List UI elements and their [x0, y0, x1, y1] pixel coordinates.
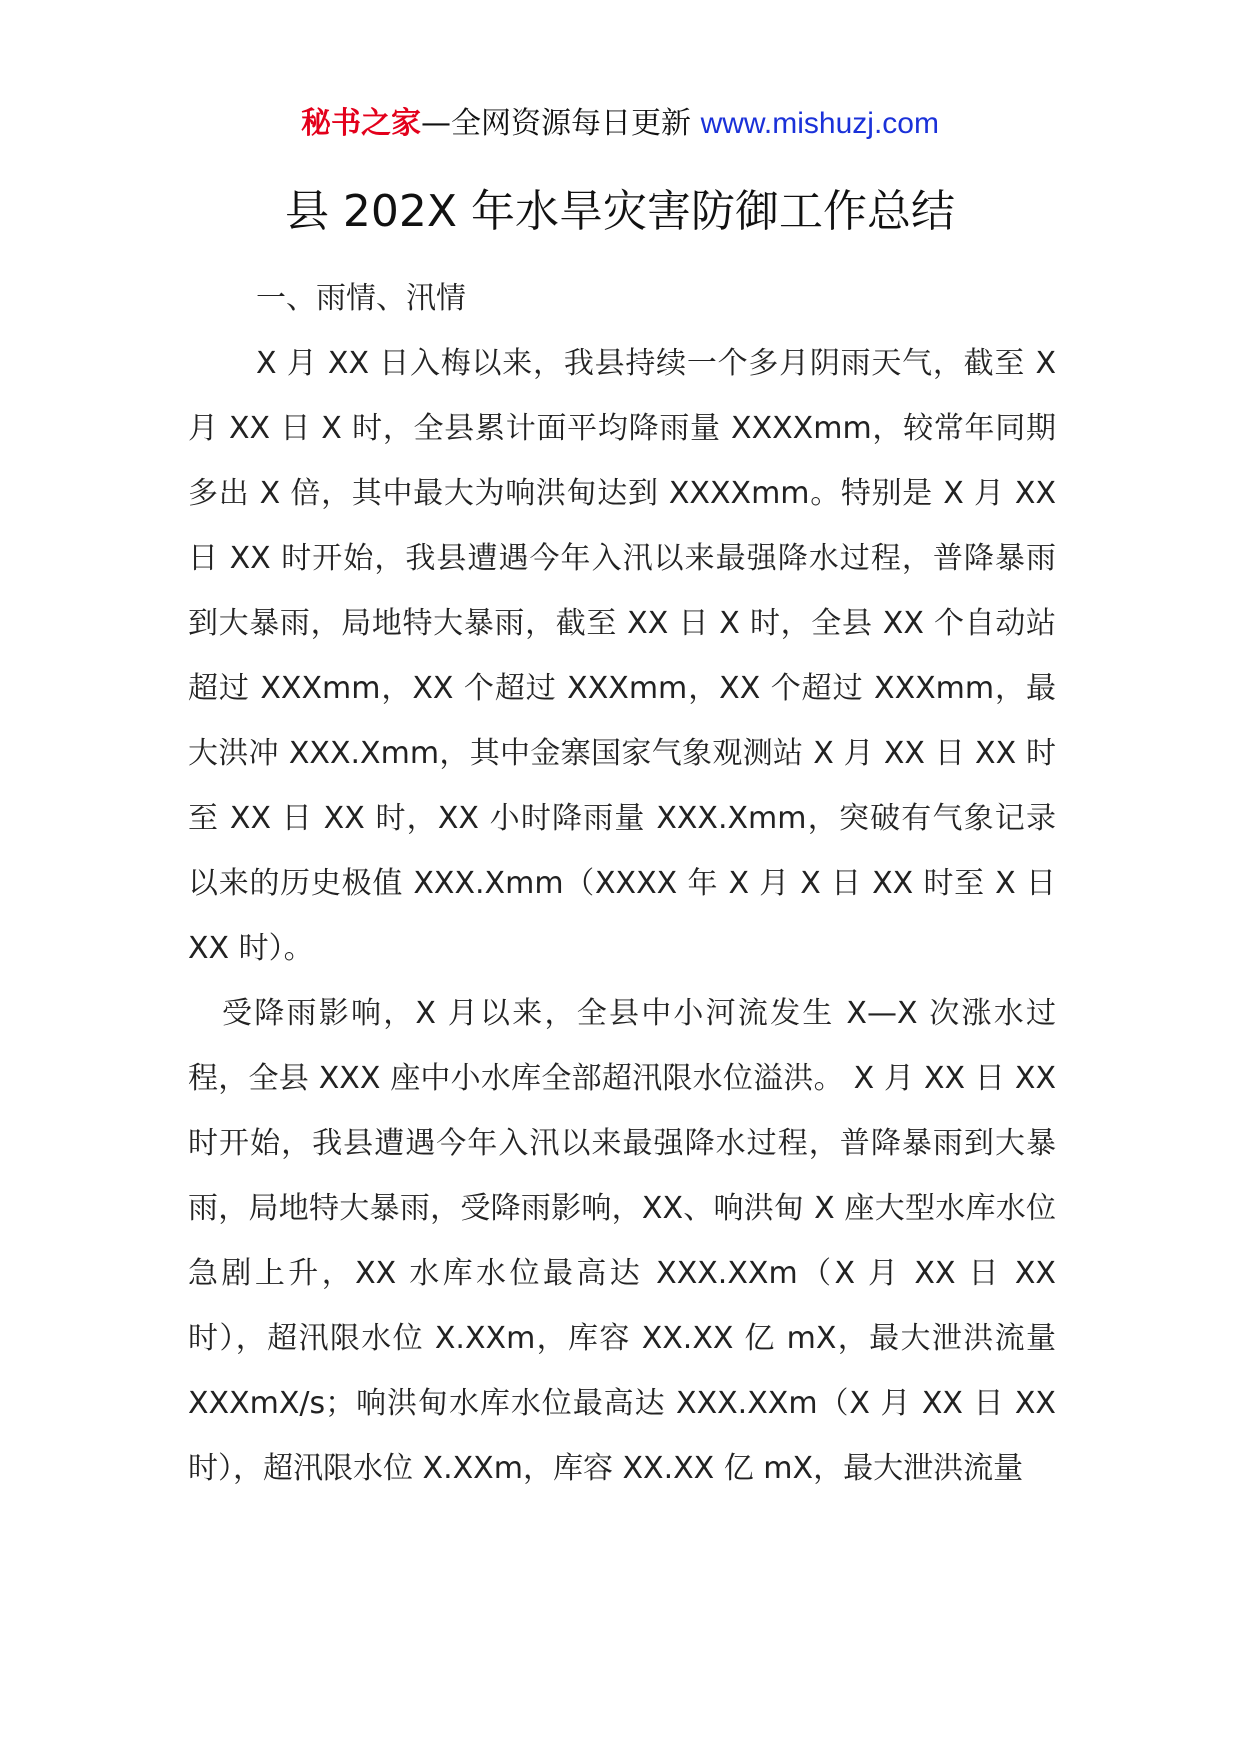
site-url-link[interactable]: www.mishuzj.com: [700, 107, 939, 140]
paragraph-rainfall: X 月 XX 日入梅以来，我县持续一个多月阴雨天气，截至 X 月 XX 日 X 时，全县累计面平均降雨量 XXXXmm，较常年同期多出 X 倍，其中最大为响洪甸达到 XXXXmm。特别是 X 月 XX 日 XX 时开始，我县遭遇今年入汛以来最强降水过程，普降暴雨到大暴雨，局地特大暴雨，截至 XX 日 X 时，全县 XX 个自动站超过 XXXmm，XX 个超过 XXXmm，XX 个超过 XXXmm，最大洪冲 XXX.Xmm，其中金寨国家气象观测站 X 月 XX 日 XX 时至 XX 日 XX 时，XX 小时降雨量 XXX.Xmm，突破有气象记录以来的历史极值 XXX.Xmm（XXXX 年 X 月 X 日 XX 时至 X 日 XX 时）。: [188, 346, 1056, 966]
site-tagline: —全网资源每日更新: [421, 106, 692, 141]
site-brand: 秘书之家: [301, 106, 422, 141]
document-body: [188, 266, 1056, 1501]
document-title: 县 202X 年水旱灾害防御工作总结: [284, 186, 956, 237]
section-heading: 一、雨情、汛情: [256, 281, 466, 316]
site-header: [0, 100, 1240, 148]
paragraph-flood: 受降雨影响，X 月以来，全县中小河流发生 X—X 次涨水过程，全县 XXX 座中小水库全部超汛限水位溢洪。 X 月 XX 日 XX 时开始，我县遭遇今年入汛以来最强降水过程，普降暴雨到大暴雨，局地特大暴雨，受降雨影响，XX、响洪甸 X 座大型水库水位急剧上升，XX 水库水位最高达 XXX.XXm（X 月 XX 日 XX 时），超汛限水位 X.XXm，库容 XX.XX 亿 mX，最大泄洪流量 XXXmX/s；响洪甸水库水位最高达 XXX.XXm（X 月 XX 日 XX 时），超汛限水位 X.XXm，库容 XX.XX 亿 mX，最大泄洪流量: [188, 996, 1056, 1486]
